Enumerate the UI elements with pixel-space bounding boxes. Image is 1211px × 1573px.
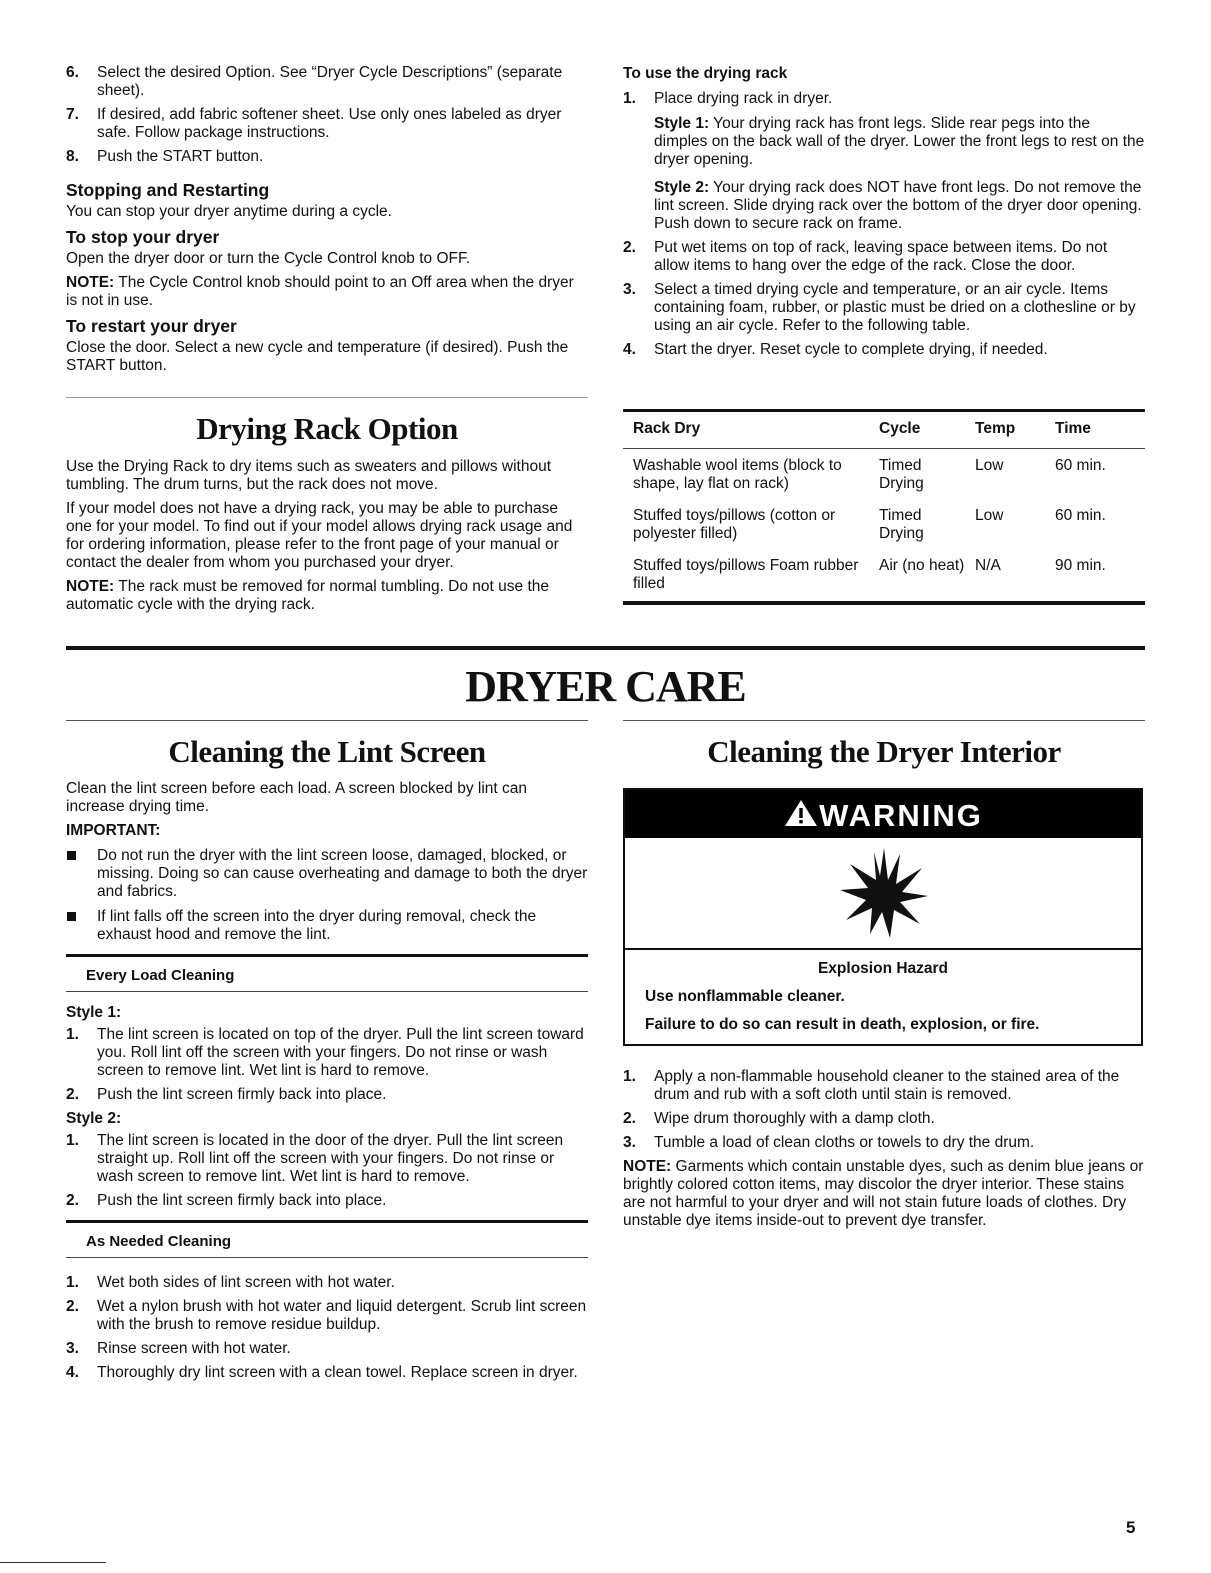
page-number: 5 [1126, 1518, 1136, 1537]
table-header: Temp [965, 411, 1045, 449]
stop-text: Open the dryer door or turn the Cycle Control knob to OFF. [66, 250, 471, 267]
list-item: 1. Place drying rack in dryer. Style 1: Your drying rack has front legs. Slide rear pegs into the dimples on the back wall of the dryer. Lower the front legs to rest on the dryer opening. Style 2: Your drying rack does NOT have front legs. Do not remove the lint screen. Slide drying rack over the bottom of the dryer door opening. Push down to secure rack on frame. [623, 90, 1145, 232]
rack-table-wrap [623, 409, 1145, 605]
hazard-title: Explosion Hazard [817, 960, 949, 977]
square-bullet-icon [67, 912, 76, 921]
style1-text: Style 1: Your drying rack has front legs. Slide rear pegs into the dimples on the back wall of the dryer. Lower the front legs to rest on the dryer opening. [654, 115, 1145, 168]
list-item: 3. Select a timed drying cycle and temperature, or an air cycle. Items containing foam, rubber, or plastic must be dried on a clothesline or by using an air cycle. Refer to the following table. [623, 281, 1136, 334]
style1-steps [66, 1026, 588, 1104]
table-cell: Stuffed toys/pillows Foam rubber filled [623, 549, 869, 603]
lint-screen-section [66, 730, 588, 1388]
divider [66, 397, 588, 398]
style1-label: Style 1: [66, 1004, 122, 1021]
list-item: 6. Select the desired Option. See “Dryer Cycle Descriptions” (separate sheet). [66, 64, 563, 99]
list-item: 2. Wipe drum thoroughly with a damp cloth. [623, 1110, 935, 1127]
list-item: Do not run the dryer with the lint screen loose, damaged, blocked, or missing. Doing so can cause overheating and damage to both the dryer and fabrics. [66, 847, 588, 901]
use-rack-steps [623, 90, 1145, 359]
list-item: 3. Rinse screen with hot water. [66, 1340, 291, 1357]
divider [66, 720, 588, 721]
list-item: 1. Wet both sides of lint screen with hot water. [66, 1274, 395, 1291]
drying-rack-title: Drying Rack Option [196, 411, 458, 446]
table-row [623, 449, 1145, 500]
style2-text: Style 2: Your drying rack does NOT have front legs. Do not remove the lint screen. Slide drying rack over the bottom of the dryer door opening. Push down to secure rack on frame. [654, 179, 1142, 232]
footer-rule [0, 1562, 106, 1563]
stop-heading: To stop your dryer [66, 227, 220, 247]
important-label: IMPORTANT: [66, 822, 161, 839]
top-left-section [66, 64, 588, 381]
list-item: 7. If desired, add fabric softener sheet. Use only ones labeled as dryer safe. Follow package instructions. [66, 106, 562, 141]
warning-box [623, 788, 1143, 1046]
table-header: Rack Dry [623, 411, 869, 449]
table-cell: 60 min. [1055, 507, 1106, 524]
table-cell: Washable wool items (block to shape, lay flat on rack) [633, 457, 842, 492]
hazard-line2: Failure to do so can result in death, explosion, or fire. [645, 1016, 1040, 1033]
drying-rack-note: NOTE: The rack must be removed for normal tumbling. Do not use the automatic cycle with the drying rack. [66, 578, 550, 613]
list-item: 3. Tumble a load of clean cloths or towels to dry the drum. [623, 1134, 1035, 1151]
stop-note: NOTE: The Cycle Control knob should point to an Off area when the dryer is not in use. [66, 274, 574, 309]
explosion-icon [836, 846, 932, 942]
square-bullet-icon [67, 851, 76, 860]
list-item: 8. Push the START button. [66, 148, 264, 165]
list-item: If lint falls off the screen into the dryer during removal, check the exhaust hood and remove the lint. [66, 908, 588, 944]
warning-text [625, 950, 1141, 1044]
dryer-interior-title: Cleaning the Dryer Interior [707, 734, 1061, 769]
as-needed-heading: As Needed Cleaning [66, 1220, 588, 1258]
table-cell: Air (no heat) [869, 549, 965, 603]
table-header: Time [1045, 411, 1145, 449]
list-item: 2. Put wet items on top of rack, leaving space between items. Do not allow items to hang over the edge of the rack. Close the door. [623, 239, 1108, 274]
important-list [66, 847, 588, 944]
interior-note: NOTE: Garments which contain unstable dyes, such as denim blue jeans or brightly colored cotton items, may discolor the dryer interior. These stains are not harmful to your dryer and will not stain future loads of clothes. Dry unstable dye items inside-out to prevent dye transfer. [623, 1158, 1144, 1229]
table-cell: N/A [965, 549, 1045, 603]
section-divider [66, 646, 1145, 650]
list-item: 2. Push the lint screen firmly back into place. [66, 1192, 387, 1209]
list-item: 4. Start the dryer. Reset cycle to complete drying, if needed. [623, 341, 1048, 358]
divider [623, 720, 1145, 721]
lint-intro: Clean the lint screen before each load. A screen blocked by lint can increase drying time. [66, 780, 527, 815]
option-steps [66, 64, 588, 166]
use-rack-section [623, 64, 1145, 365]
restart-heading: To restart your dryer [66, 316, 237, 336]
table-header: Cycle [869, 411, 965, 449]
hazard-line1: Use nonflammable cleaner. [645, 988, 845, 1005]
table-cell: 60 min. [1055, 457, 1106, 474]
drying-rack-section [66, 408, 588, 620]
table-header-row [623, 411, 1145, 449]
table-cell: Stuffed toys/pillows (cotton or polyester filled) [633, 507, 836, 542]
style2-steps [66, 1132, 588, 1210]
list-item: 1. The lint screen is located on top of the dryer. Pull the lint screen toward you. Roll lint off the screen with your fingers. Do not rinse or wash screen to remove lint. Wet lint is hard to remove. [66, 1026, 584, 1079]
table-cell: Timed Drying [879, 457, 924, 492]
list-item: 1. Apply a non-flammable household cleaner to the stained area of the drum and rub with a soft cloth until stain is removed. [623, 1068, 1120, 1103]
every-load-heading: Every Load Cleaning [66, 954, 588, 992]
restart-text: Close the door. Select a new cycle and temperature (if desired). Push the START button. [66, 339, 569, 374]
interior-steps [623, 1068, 1145, 1152]
warning-triangle-icon [783, 798, 819, 828]
list-item: 4. Thoroughly dry lint screen with a clean towel. Replace screen in dryer. [66, 1364, 578, 1381]
style2-label: Style 2: [66, 1110, 122, 1127]
table-row [623, 499, 1145, 549]
use-rack-heading: To use the drying rack [623, 65, 788, 82]
explosion-icon-area [625, 838, 1141, 950]
list-item: 2. Wet a nylon brush with hot water and liquid detergent. Scrub lint screen with the brush to remove residue buildup. [66, 1298, 587, 1333]
stopping-heading: Stopping and Restarting [66, 180, 270, 200]
lint-screen-title: Cleaning the Lint Screen [168, 734, 486, 769]
stopping-text: You can stop your dryer anytime during a cycle. [66, 203, 392, 220]
list-item: 1. The lint screen is located in the door of the dryer. Pull the lint screen straight up. Roll lint off the screen with your fingers. Do not rinse or wash screen to remove lint. Wet lint is hard to remove. [66, 1132, 564, 1185]
table-cell: 90 min. [1045, 549, 1145, 603]
drying-rack-p2: If your model does not have a drying rack, you may be able to purchase one for your model. To find out if your model allows drying rack usage and for ordering information, please refer to the front page of your manual or contact the dealer from whom you purchased your dryer. [66, 500, 573, 571]
list-item: 2. Push the lint screen firmly back into place. [66, 1086, 387, 1103]
table-cell: Low [975, 457, 1004, 474]
table-cell: Low [975, 507, 1004, 524]
dryer-care-title: DRYER CARE [465, 662, 746, 711]
table-row [623, 549, 1145, 603]
as-needed-steps [66, 1274, 588, 1382]
table-cell: Timed Drying [879, 507, 924, 542]
dryer-interior-section [623, 730, 1145, 1236]
drying-rack-p1: Use the Drying Rack to dry items such as sweaters and pillows without tumbling. The drum turns, but the rack does not move. [66, 458, 552, 493]
warning-banner: WARNING [625, 790, 1141, 838]
rack-dry-table [623, 409, 1145, 605]
